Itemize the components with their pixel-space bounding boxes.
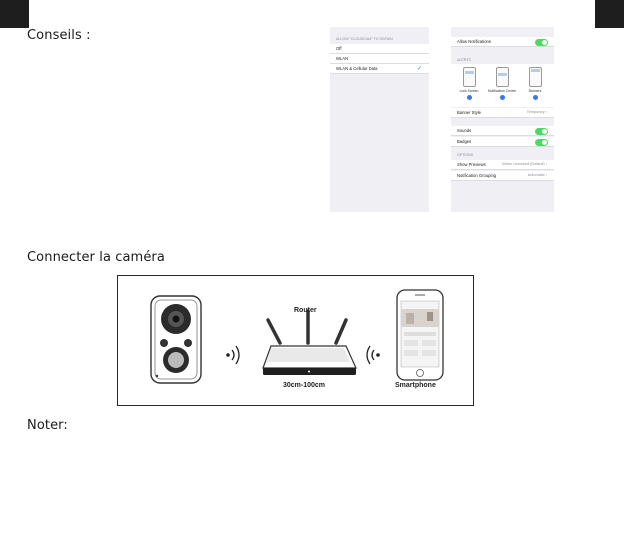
wifi-signal-icon [226,346,239,364]
selected-radio-icon [533,95,538,100]
option-wlan[interactable] [330,54,429,64]
tips-heading: Conseils : [27,28,91,43]
alerts-section-header: ALERTS [457,58,471,62]
note-heading: Noter: [27,418,68,433]
alert-type-label: Banners [528,89,542,93]
permission-section-header: ALLOW "CLOUDCAM" TO OBTAIN [336,37,393,41]
router-label: Router [294,307,317,314]
smartphone-label: Smartphone [395,382,436,389]
distance-label: 30cm-100cm [283,382,326,389]
badges-row[interactable] [451,137,554,147]
allow-notifications-row[interactable] [451,37,554,47]
row-label: Banner Style [457,110,481,115]
row-value: Temporary › [526,110,547,114]
alert-types-row [451,64,554,107]
selected-radio-icon [467,95,472,100]
row-label: Show Previews [457,162,486,167]
wlan-permission-screenshot [330,27,429,212]
banner-style-row[interactable] [451,108,554,118]
row-label: Allow Notifications [457,39,491,44]
selected-radio-icon [500,95,505,100]
connection-diagram [117,275,474,406]
toggle-switch[interactable] [535,39,548,46]
corner-tab-left [0,0,29,28]
option-wlan-cellular[interactable] [330,64,429,74]
row-label: Badges [457,139,472,144]
options-section-header: OPTIONS [457,153,474,157]
router-icon [263,311,356,375]
notification-grouping-row[interactable] [451,171,554,181]
phone-preview-icon [529,67,542,87]
phone-preview-icon [463,67,476,87]
wifi-signal-icon [367,346,380,364]
option-label: WLAN [336,56,349,61]
row-value: Automatic › [527,173,547,177]
checkmark-icon: ✓ [416,66,422,72]
alert-type-label: Lock Screen [459,89,479,93]
option-off[interactable] [330,44,429,54]
toggle-switch[interactable] [535,139,548,146]
alert-type-label: Notification Centre [488,89,516,93]
row-value: When Unlocked (Default) › [502,162,547,166]
option-label: Off [336,46,342,51]
toggle-switch[interactable] [535,128,548,135]
row-label: Notification Grouping [457,173,497,178]
alert-banners[interactable] [515,67,554,100]
show-previews-row[interactable] [451,160,554,170]
option-label: WLAN & Cellular Data [336,66,378,71]
notification-settings-screenshot [451,27,554,212]
sounds-row[interactable] [451,126,554,136]
smartphone-icon [397,290,443,380]
corner-tab-right [595,0,624,28]
row-label: Sounds [457,128,472,133]
camera-icon [151,296,201,383]
phone-preview-icon [496,67,509,87]
connect-camera-heading: Connecter la caméra [27,250,165,265]
